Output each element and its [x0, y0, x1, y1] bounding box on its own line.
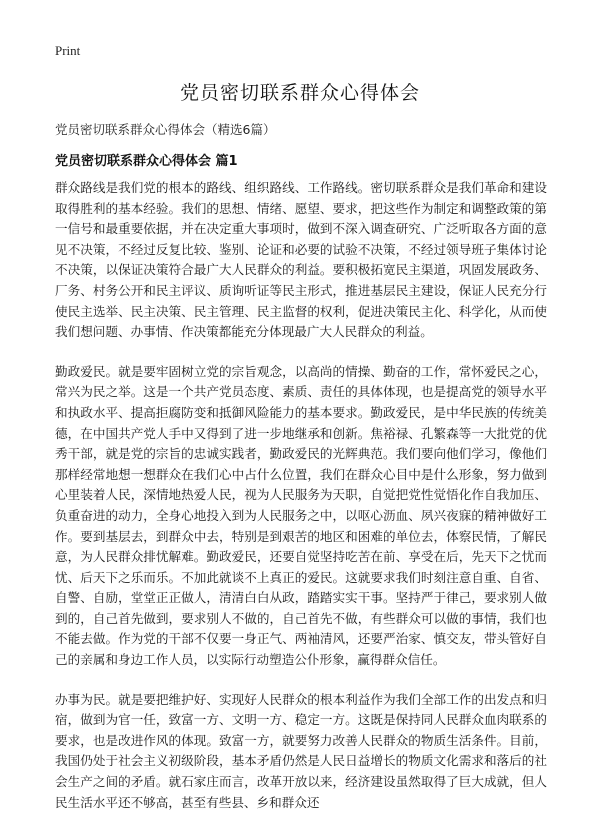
- document-subtitle: 党员密切联系群众心得体会（精选6篇）: [55, 122, 276, 137]
- paragraph: 群众路线是我们党的根本的路线、组织路线、工作路线。密切联系群众是我们革命和建设取得胜利的基本经验。我们的思想、情绪、愿望、要求，把这些作为制定和调整政策的第一信号和最重要依据，并在决定重大事项时，做到不深入调查研究、广泛听取各方面的意见不决策，不经过反复比较、鉴别、论证和必要的试验不决策，不经过领导班子集体讨论不决策，以保证决策符合最广大人民群众的利益。要积极拓宽民主渠道，巩固发展政务、厂务、村务公开和民主评议、质询听证等民主形式，推进基层民主建设，保证人民充分行使民主选举、民主决策、民主管理、民主监督的权利，促进决策民主化、科学化，从而使我们想问题、办事情、作决策都能充分体现最广大人民群众的利益。: [55, 180, 547, 340]
- article-body: [55, 178, 547, 828]
- print-link[interactable]: Print: [55, 43, 81, 58]
- page-title: 党员密切联系群众心得体会: [179, 82, 420, 104]
- section-heading: 党员密切联系群众心得体会 篇1: [55, 154, 238, 169]
- paragraph: 办事为民。就是要把维护好、实现好人民群众的根本利益作为我们全部工作的出发点和归宿，做到为官一任，致富一方、文明一方、稳定一方。这既是保持同人民群众血肉联系的要求，也是改进作风的体现。致富一方，就要努力改善人民群众的物质生活条件。目前，我国仍处于社会主义初级阶段，基本矛盾仍然是人民日益增长的物质文化需求和落后的社会生产之间的矛盾。就石家庄而言，改革开放以来，经济建设虽然取得了巨大成就，但人民生活水平还不够高，甚至有些县、乡和群众还: [55, 691, 547, 810]
- paragraph: 勤政爱民。就是要牢固树立党的宗旨观念，以高尚的情操、勤奋的工作，常怀爱民之心，常兴为民之举。这是一个共产党员态度、素质、责任的具体体现，也是提高党的领导水平和执政水平、提高拒腐防变和抵御风险能力的基本要求。勤政爱民，是中华民族的传统美德，在中国共产党人手中又得到了进一步地继承和创新。焦裕禄、孔繁森等一大批党的优秀干部，就是党的宗旨的忠诚实践者，勤政爱民的光辉典范。我们要向他们学习，像他们那样经常地想一想群众在我们心中占什么位置，我们在群众心目中是什么形象，努力做到心里装着人民，深情地热爱人民，视为人民服务为天职，自觉把党性觉悟化作自我加压、负重奋进的动力，全身心地投入到为人民服务之中，以呕心沥血、夙兴夜寐的精神做好工作。要到基层去，到群众中去，特别是到艰苦的地区和困难的单位去，体察民情，了解民意，为人民群众排忧解难。勤政爱民，还要自觉坚持吃苦在前、享受在后，先天下之忧而忧、后天下之乐而乐。不加此就谈不上真正的爱民。这就要求我们时刻注意自重、自省、自警、自励，堂堂正正做人，清清白白从政，踏踏实实干事。坚持严于律己，要求别人做到的，自己首先做到，要求别人不做的，自己首先不做，有些群众可以做的事情，我们也不能去做。作为党的干部不仅要一身正气、两袖清风，还要严治家、慎交友，带头管好自己的亲属和身边工作人员，以实际行动塑造公仆形象，赢得群众信任。: [55, 363, 547, 668]
